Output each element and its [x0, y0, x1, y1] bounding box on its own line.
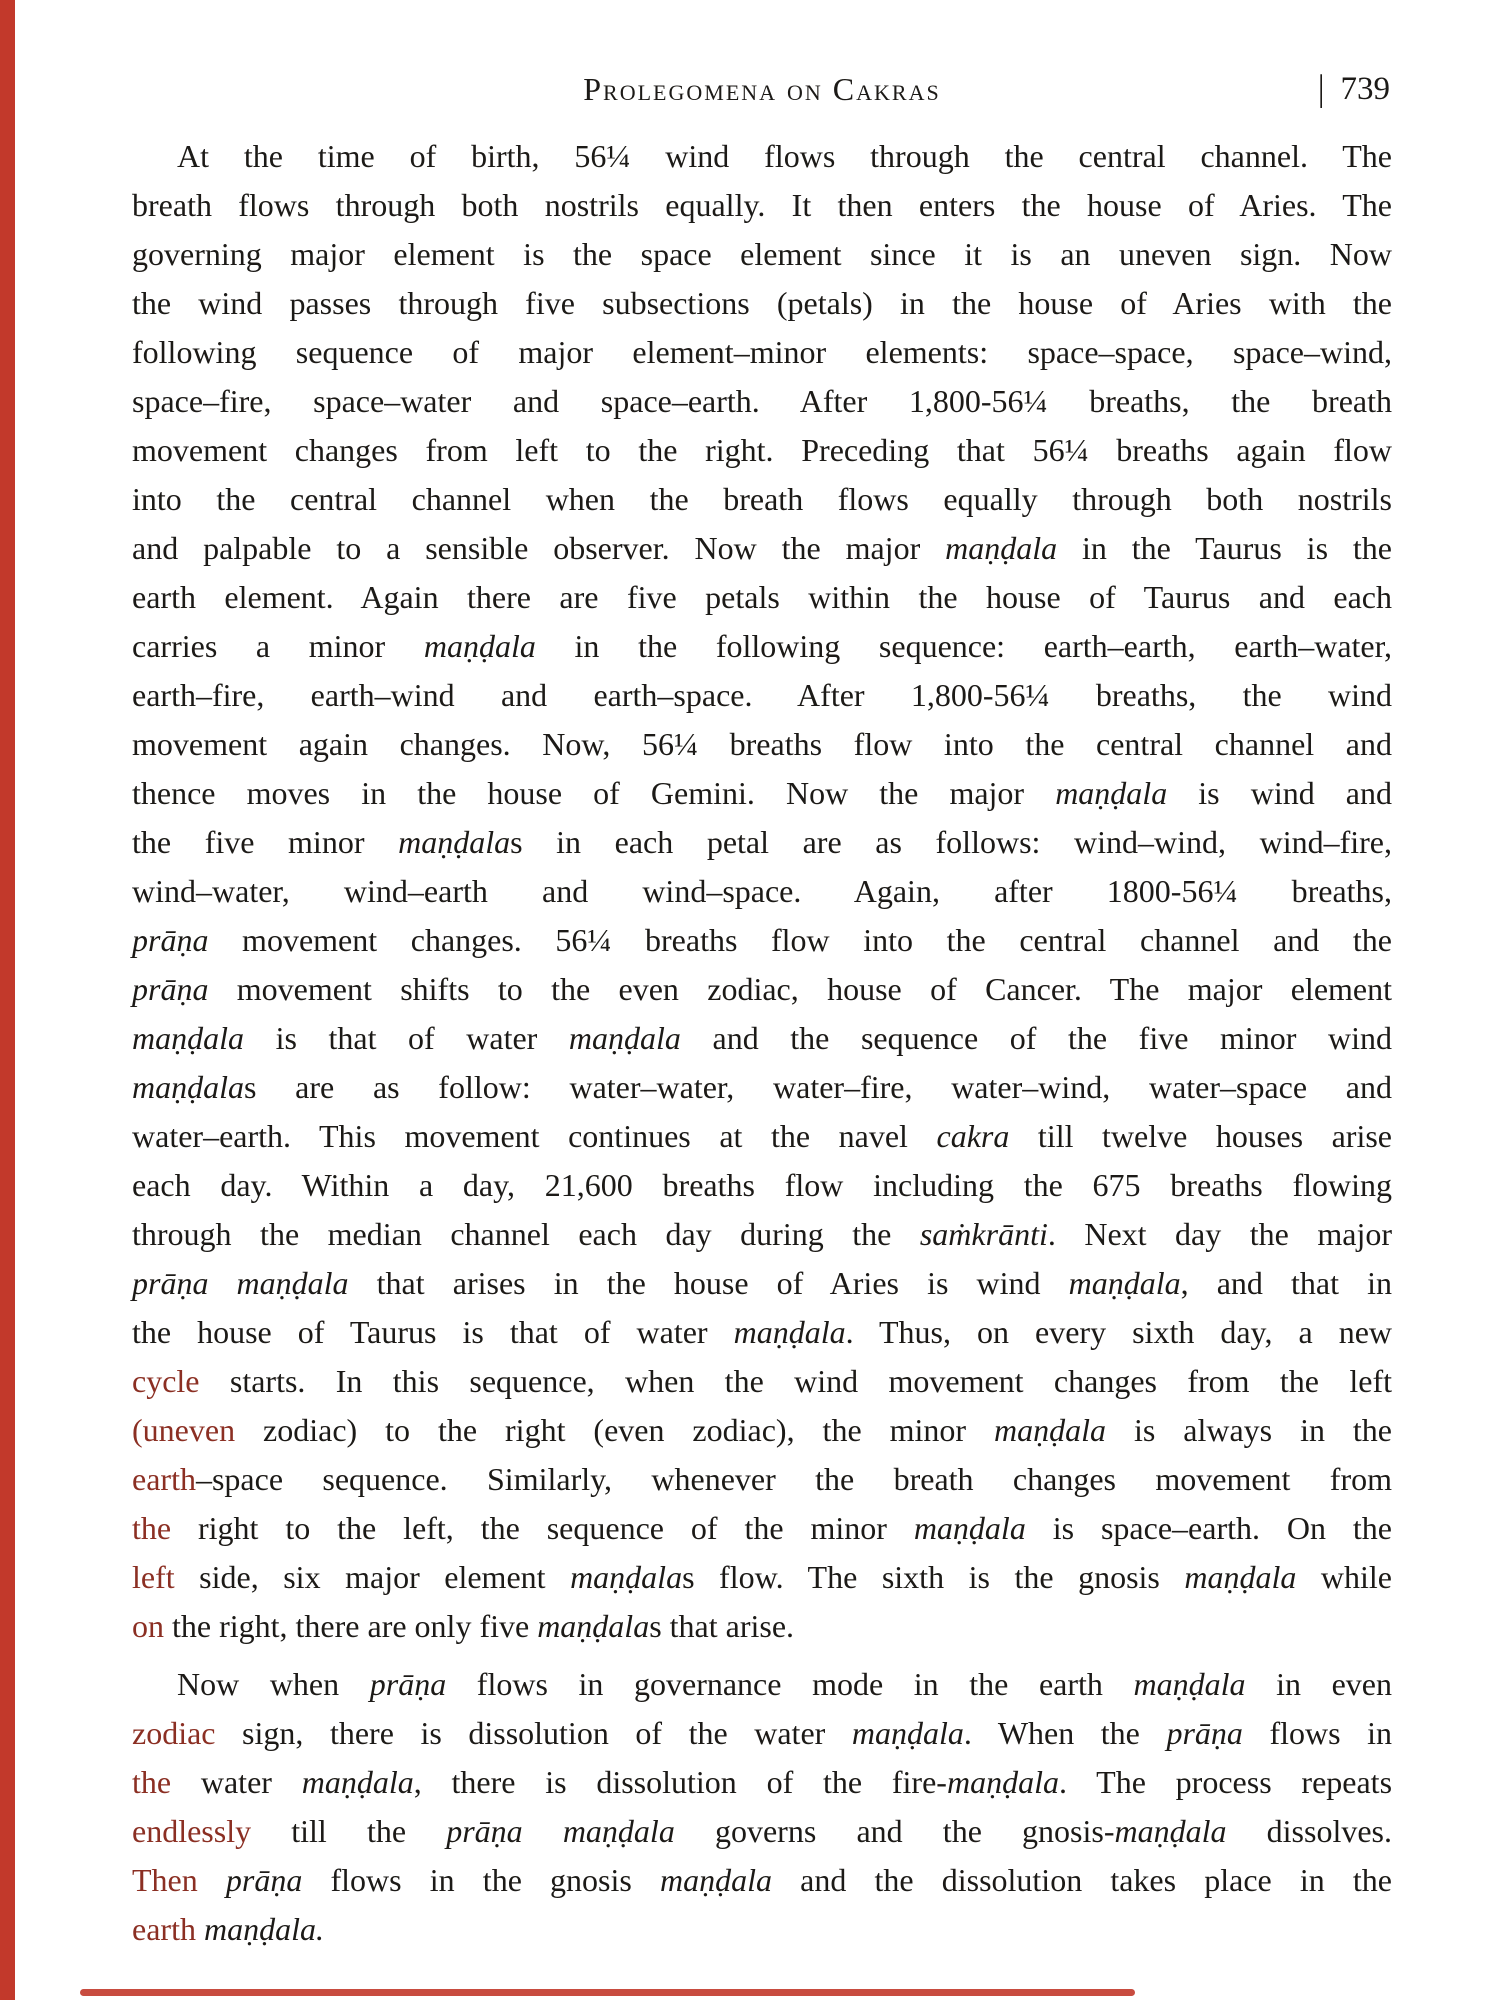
text-segment: following sequence of major element–minor elements: space–space, space–wind, — [132, 334, 1392, 370]
text-segment: . The process repeats — [1058, 1764, 1393, 1800]
text-segment: till the — [251, 1813, 447, 1849]
text-segment: flows in governance mode in the earth — [446, 1666, 1134, 1702]
text-segment: each day. Within a day, 21,600 breaths flow including the 675 breaths flowing — [132, 1167, 1392, 1203]
paragraph — [132, 132, 1392, 1651]
text-line — [132, 1758, 1392, 1807]
text-segment: sign, there is dissolution of the water — [215, 1715, 852, 1751]
italic-term: maṇḍala — [1114, 1813, 1227, 1849]
italic-term: cakra — [936, 1118, 1010, 1154]
italic-term: maṇḍala — [1055, 775, 1168, 811]
italic-term: prāṇa maṇḍala — [132, 1265, 349, 1301]
text-line — [132, 671, 1392, 720]
text-segment: s in each petal are as follows: wind–wind, wind–fire, — [510, 824, 1393, 860]
text-segment: on — [132, 1608, 164, 1644]
text-line — [132, 1602, 1392, 1651]
text-segment — [198, 1862, 226, 1898]
italic-term: maṇḍala — [1184, 1559, 1297, 1595]
italic-term: prāṇa — [369, 1666, 447, 1702]
text-segment: governing major element is the space element since it is an uneven sign. Now — [132, 236, 1392, 272]
text-line — [132, 328, 1392, 377]
text-segment: At the time of birth, 56¼ wind flows through the central channel. The — [177, 138, 1392, 174]
text-segment: the house of Taurus is that of water — [132, 1314, 734, 1350]
running-header — [132, 68, 1392, 110]
text-segment: –space sequence. Similarly, whenever the breath changes movement from — [195, 1461, 1392, 1497]
italic-term: maṇḍala — [659, 1862, 772, 1898]
text-line — [132, 279, 1392, 328]
page-number-separator: | — [1317, 68, 1325, 110]
text-segment: into the central channel when the breath flows equally through both nostrils — [132, 481, 1392, 517]
italic-term: prāṇa — [1166, 1715, 1243, 1751]
text-segment: the right, there are only five — [164, 1608, 538, 1644]
italic-term: prāṇa — [132, 922, 209, 958]
italic-term: maṇḍala — [1133, 1666, 1246, 1702]
text-line — [132, 1259, 1392, 1308]
text-segment: movement changes from left to the right. Preceding that 56¼ breaths again flow — [132, 432, 1392, 468]
text-segment: thence moves in the house of Gemini. Now the major — [132, 775, 1056, 811]
text-line — [132, 867, 1392, 916]
italic-term: maṇḍala. — [203, 1911, 324, 1947]
text-line — [132, 1856, 1392, 1905]
text-line — [132, 1161, 1392, 1210]
text-segment: in even — [1245, 1666, 1392, 1702]
text-line — [132, 769, 1392, 818]
text-segment: dissolves. — [1226, 1813, 1393, 1849]
text-line — [132, 818, 1392, 867]
text-segment: the wind passes through five subsections (petals) in the house of Aries with the — [132, 285, 1392, 321]
text-line — [132, 1357, 1392, 1406]
italic-term: maṇḍala — [132, 1020, 244, 1056]
text-segment: the five minor — [132, 824, 399, 860]
italic-term: maṇḍala — [398, 824, 511, 860]
text-segment: breath flows through both nostrils equally. It then enters the house of Aries. The — [132, 187, 1392, 223]
text-segment: flows in the gnosis — [302, 1862, 660, 1898]
text-segment: earth–fire, earth–wind and earth–space. After 1,800-56¼ breaths, the wind — [132, 677, 1392, 713]
text-segment: wind–water, wind–earth and wind–space. Again, after 1800-56¼ breaths, — [132, 873, 1392, 909]
text-segment: endlessly — [132, 1813, 252, 1849]
text-line — [132, 1660, 1392, 1709]
text-body — [132, 132, 1392, 1954]
italic-term: prāṇa maṇḍala — [446, 1813, 675, 1849]
text-line — [132, 524, 1392, 573]
italic-term: maṇḍala — [994, 1412, 1106, 1448]
text-line — [132, 1063, 1392, 1112]
text-segment: s flow. The sixth is the gnosis — [682, 1559, 1185, 1595]
text-line — [132, 426, 1392, 475]
text-line — [132, 181, 1392, 230]
text-segment: while — [1296, 1559, 1393, 1595]
text-segment: zodiac — [132, 1715, 216, 1751]
text-line — [132, 1308, 1392, 1357]
text-line — [132, 573, 1392, 622]
text-segment: space–fire, space–water and space–earth. After 1,800-56¼ breaths, the breath — [132, 383, 1392, 419]
text-segment: is always in the — [1106, 1412, 1393, 1448]
italic-term: maṇḍala — [132, 1069, 244, 1105]
text-line — [132, 1709, 1392, 1758]
text-segment: (uneven — [132, 1412, 236, 1448]
text-segment: the — [132, 1510, 172, 1546]
text-segment: s that arise. — [649, 1608, 795, 1644]
text-segment: earth — [132, 1461, 196, 1497]
text-segment: starts. In this sequence, when the wind movement changes from the left — [199, 1363, 1392, 1399]
text-line — [132, 1553, 1392, 1602]
italic-term: maṇḍala — [946, 1764, 1059, 1800]
text-segment: s are as follow: water–water, water–fire, water–wind, water–space and — [244, 1069, 1392, 1105]
text-line — [132, 1112, 1392, 1161]
text-segment: flows in — [1242, 1715, 1393, 1751]
text-segment: left — [132, 1559, 175, 1595]
italic-term: maṇḍala — [301, 1764, 414, 1800]
text-segment: movement again changes. Now, 56¼ breaths flow into the central channel and — [132, 726, 1392, 762]
chapter-title: Prolegomena on Cakras — [583, 71, 941, 107]
text-segment: governs and the gnosis- — [674, 1813, 1115, 1849]
text-line — [132, 720, 1392, 769]
text-line — [132, 965, 1392, 1014]
page-number-block — [1318, 68, 1390, 110]
text-line — [132, 1807, 1392, 1856]
text-segment: and the sequence of the five minor wind — [680, 1020, 1393, 1056]
text-segment: right to the left, the sequence of the minor — [171, 1510, 914, 1546]
text-segment: till twelve houses arise — [1009, 1118, 1393, 1154]
text-line — [132, 916, 1392, 965]
text-line — [132, 1905, 1392, 1954]
text-segment: movement changes. 56¼ breaths flow into the central channel and the — [208, 922, 1392, 958]
text-segment: water–earth. This movement continues at the navel — [132, 1118, 937, 1154]
text-line — [132, 1210, 1392, 1259]
italic-term: maṇḍala — [570, 1559, 683, 1595]
text-segment: the — [132, 1764, 172, 1800]
text-line — [132, 132, 1392, 181]
text-line — [132, 1504, 1392, 1553]
italic-term: prāṇa — [132, 971, 209, 1007]
bottom-scan-edge — [80, 1989, 1135, 1996]
text-line — [132, 622, 1392, 671]
text-segment: and palpable to a sensible observer. Now the major — [132, 530, 946, 566]
page-number: 739 — [1340, 71, 1390, 107]
page-content — [132, 68, 1392, 1954]
text-segment: . When the — [963, 1715, 1167, 1751]
text-segment — [196, 1911, 204, 1947]
paragraph — [132, 1660, 1392, 1954]
book-edge-strip — [0, 0, 15, 2000]
text-segment: earth — [132, 1911, 196, 1947]
text-segment: side, six major element — [174, 1559, 571, 1595]
text-line — [132, 230, 1392, 279]
text-line — [132, 475, 1392, 524]
text-segment: water — [171, 1764, 302, 1800]
italic-term: saṁkrānti — [919, 1216, 1048, 1252]
italic-term: maṇḍala — [851, 1715, 964, 1751]
italic-term: maṇḍala — [1068, 1265, 1181, 1301]
text-segment: movement shifts to the even zodiac, house of Cancer. The major element — [208, 971, 1392, 1007]
text-segment: Now when — [177, 1666, 370, 1702]
text-segment: zodiac) to the right (even zodiac), the minor — [235, 1412, 994, 1448]
text-segment: . Next day the major — [1047, 1216, 1393, 1252]
text-segment: . Thus, on every sixth day, a new — [845, 1314, 1393, 1350]
text-segment: through the median channel each day during the — [132, 1216, 920, 1252]
text-segment: in the Taurus is the — [1057, 530, 1393, 566]
text-line — [132, 1455, 1392, 1504]
text-segment: , and that in — [1180, 1265, 1393, 1301]
text-segment: is that of water — [244, 1020, 569, 1056]
text-line — [132, 377, 1392, 426]
text-segment: cycle — [132, 1363, 200, 1399]
italic-term: maṇḍala — [913, 1510, 1026, 1546]
text-segment: , there is dissolution of the fire- — [413, 1764, 947, 1800]
text-segment: in the following sequence: earth–earth, earth–water, — [535, 628, 1393, 664]
text-segment: carries a minor — [132, 628, 424, 664]
text-segment: earth element. Again there are five petals within the house of Taurus and each — [132, 579, 1392, 615]
italic-term: maṇḍala — [423, 628, 536, 664]
italic-term: maṇḍala — [733, 1314, 846, 1350]
italic-term: maṇḍala — [945, 530, 1058, 566]
text-segment: and the dissolution takes place in the — [771, 1862, 1393, 1898]
italic-term: prāṇa — [225, 1862, 303, 1898]
text-segment: Then — [132, 1862, 198, 1898]
text-line — [132, 1406, 1392, 1455]
text-segment: is wind and — [1167, 775, 1393, 811]
text-segment: is space–earth. On the — [1025, 1510, 1393, 1546]
italic-term: maṇḍala — [568, 1020, 681, 1056]
italic-term: maṇḍala — [537, 1608, 650, 1644]
text-segment: that arises in the house of Aries is wind — [348, 1265, 1069, 1301]
text-line — [132, 1014, 1392, 1063]
